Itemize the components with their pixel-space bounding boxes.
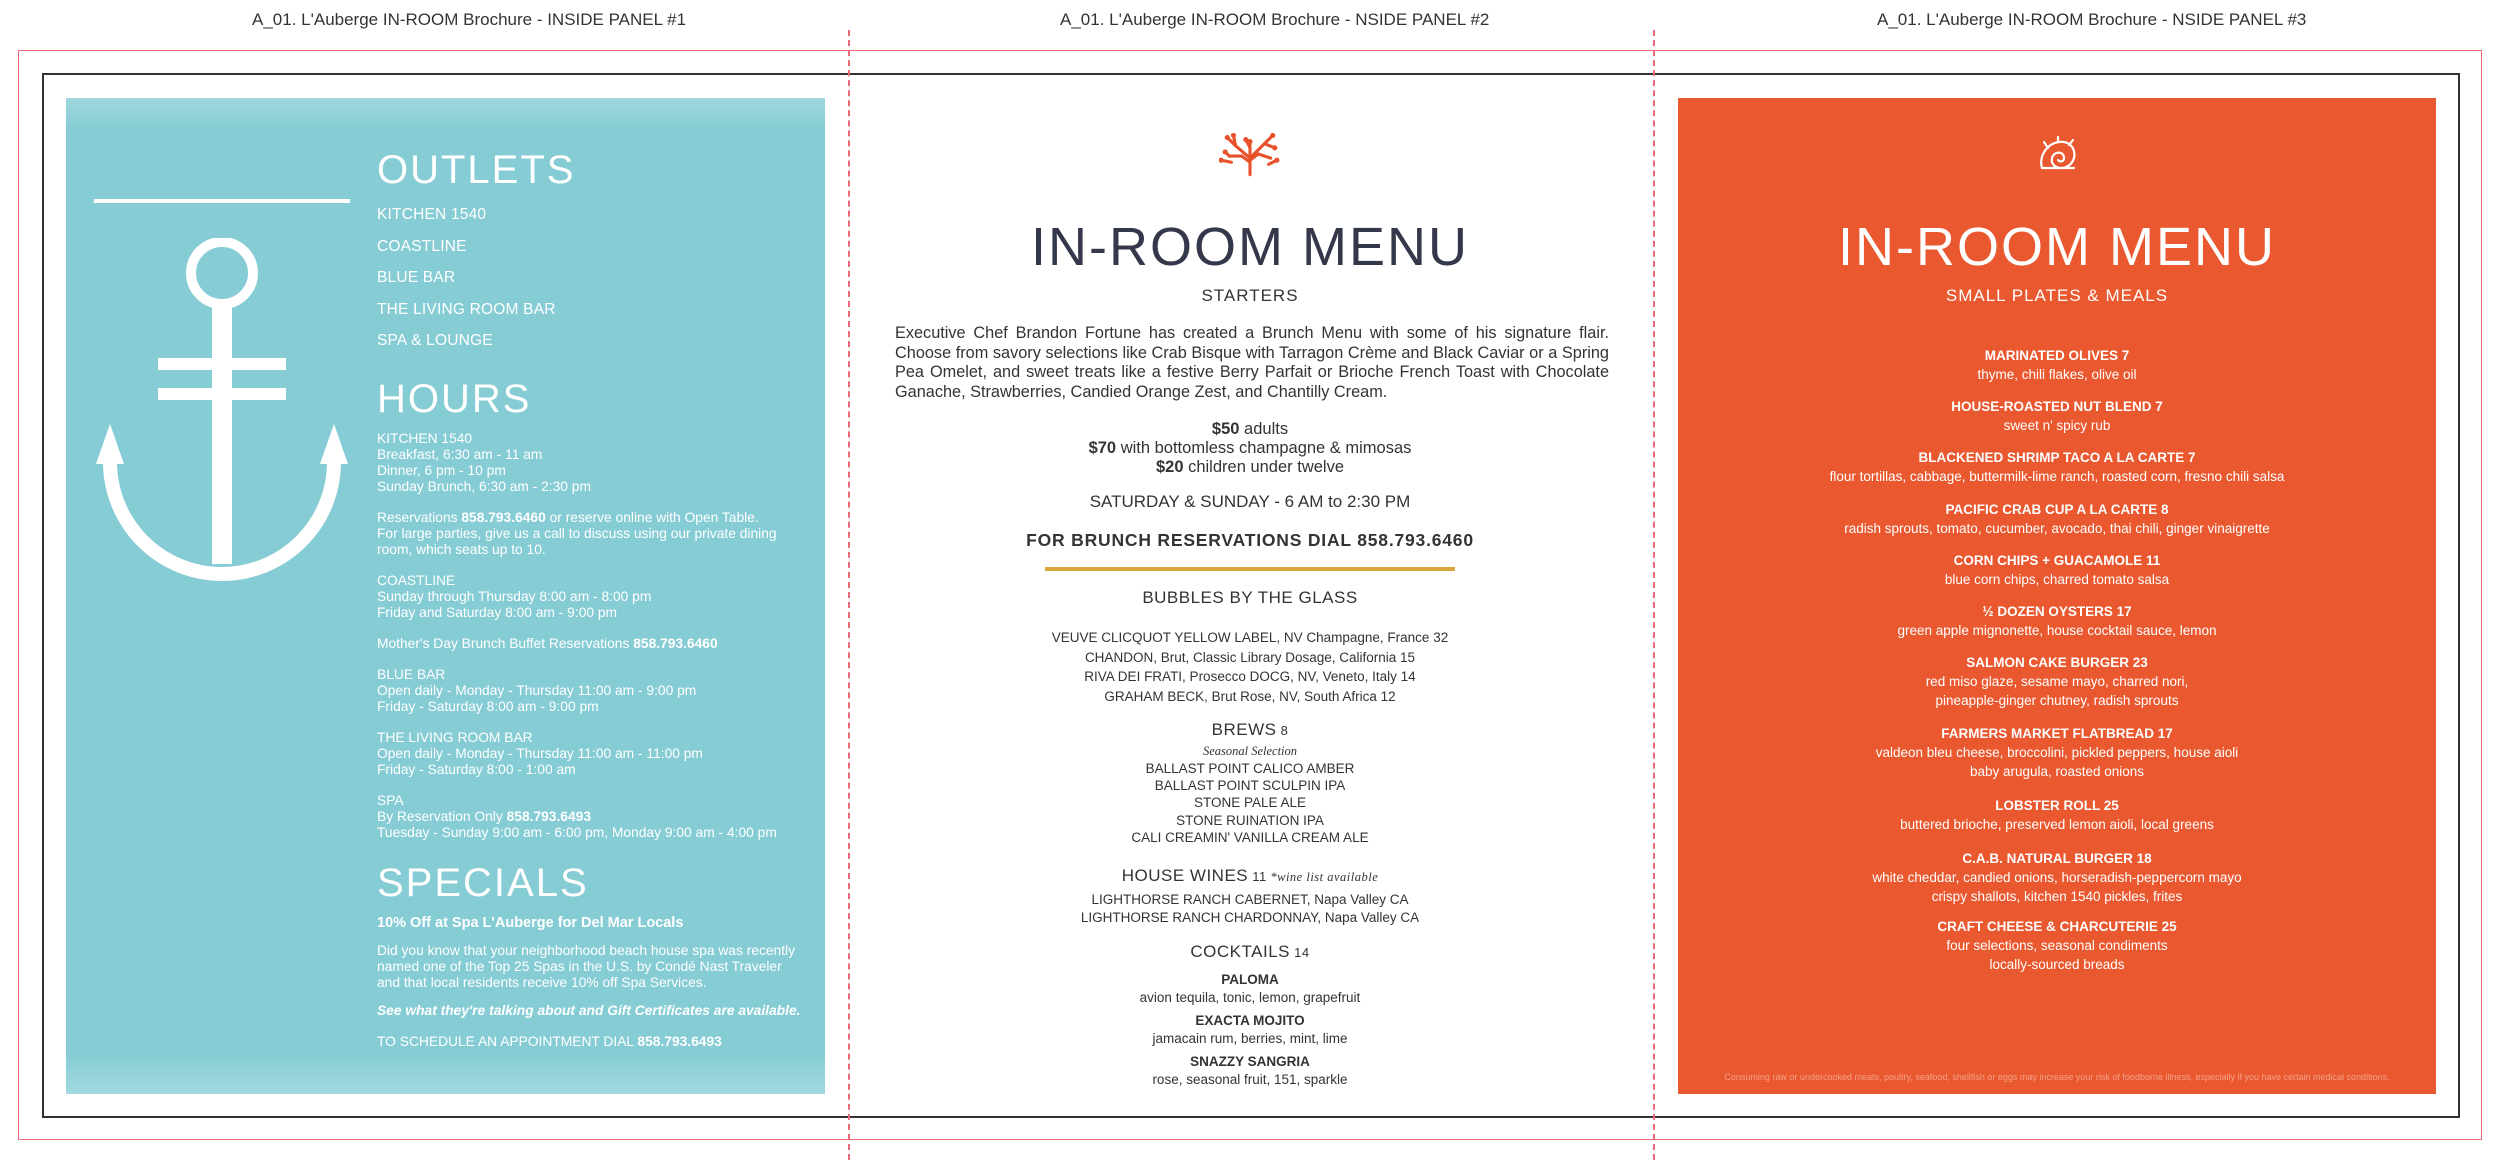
shell-icon: [2036, 136, 2080, 176]
menu-item: PACIFIC CRAB CUP A LA CARTE 8 radish sprouts, tomato, cucumber, avocado, thai chili, ginger vinaigrette: [1844, 502, 2270, 536]
menu-item: CRAFT CHEESE & CHARCUTERIE 25 four selections, seasonal condiments locally-sourced breads: [1937, 919, 2177, 972]
wines-title: HOUSE WINES 11 *wine list available: [1121, 866, 1379, 885]
list-item: PALOMA avion tequila, tonic, lemon, grapefruit: [1139, 972, 1361, 1005]
cocktails-title: COCKTAILS 14: [1190, 942, 1310, 961]
fold-line-2: [1653, 30, 1655, 1160]
cocktails-list: [850, 971, 1650, 1088]
menu-item: C.A.B. NATURAL BURGER 18 white cheddar, candied onions, horseradish-peppercorn mayo crispy shallots, kitchen 1540 pickles, frites: [1872, 851, 2242, 904]
panel-3: [1678, 98, 2436, 1094]
menu-title: IN-ROOM MENU: [1031, 217, 1469, 277]
anchor-rule: [94, 199, 350, 203]
list-item: STONE RUINATION IPA: [1176, 812, 1324, 828]
hours-spa: SPA By Reservation Only 858.793.6493 Tuesday - Sunday 9:00 am - 6:00 pm, Monday 9:00 am - 4:00 pm: [377, 792, 777, 840]
hours-mothers-day: Mother's Day Brunch Buffet Reservations 858.793.6460: [377, 635, 718, 651]
outlet-item: SPA & LOUNGE: [377, 332, 493, 349]
hours-coastline: COASTLINE Sunday through Thursday 8:00 am - 8:00 pm Friday and Saturday 8:00 am - 9:00 pm: [377, 572, 652, 620]
menu-item: CORN CHIPS + GUACAMOLE 11 blue corn chips, charred tomato salsa: [1944, 553, 2170, 587]
menu-item: BLACKENED SHRIMP TACO A LA CARTE 7 flour tortillas, cabbage, buttermilk-lime ranch, roasted corn, fresno chili salsa: [1829, 450, 2285, 484]
panel-1-label: A_01. L'Auberge IN-ROOM Brochure - INSIDE PANEL #1: [252, 10, 687, 29]
panel-2: [850, 98, 1650, 1094]
brunch-intro: Executive Chef Brandon Fortune has created a Brunch Menu with some of his signature flair. Choose from savory selections like Crab Bisque with Tarragon Crème and Black Caviar or a Spring Pea Omelet, and sweet treats like a festive Berry Parfait or Brioche French Toast with Chocolate Ganache, Strawberries, Candied Orange Zest, and Chantilly Cream.: [895, 324, 1609, 401]
list-item: LIGHTHORSE RANCH CABERNET, Napa Valley CA: [1091, 892, 1409, 907]
gold-divider: [1045, 567, 1455, 571]
food-safety-disclaimer: Consuming raw or undercooked meats, poultry, seafood, shellfish or eggs may increase your risk of foodborne illness, especially if you have certain medical conditions.: [1724, 1072, 2390, 1082]
list-item: STONE PALE ALE: [1193, 795, 1307, 811]
anchor-icon: [94, 238, 350, 598]
specials-title: SPECIALS: [377, 860, 589, 905]
list-item: EXACTA MOJITO jamacain rum, berries, mint, lime: [1152, 1013, 1348, 1046]
menu-title: IN-ROOM MENU: [1838, 217, 2276, 277]
hours-kitchen: KITCHEN 1540 Breakfast, 6:30 am - 11 am Dinner, 6 pm - 10 pm Sunday Brunch, 6:30 am - 2:30 pm: [377, 430, 591, 494]
hours-title: HOURS: [377, 376, 532, 421]
brunch-days: SATURDAY & SUNDAY - 6 AM to 2:30 PM: [1089, 492, 1411, 511]
wines-list: [850, 891, 1650, 926]
outlet-item: KITCHEN 1540: [377, 206, 487, 223]
list-item: BALLAST POINT CALICO AMBER: [1145, 761, 1355, 776]
menu-item: LOBSTER ROLL 25 buttered brioche, preserved lemon aioli, local greens: [1900, 798, 2214, 832]
brews-note: Seasonal Selection: [1202, 744, 1298, 758]
bubbles-list: [850, 628, 1650, 706]
list-item: RIVA DEI FRATI, Prosecco DOCG, NV, Veneto, Italy 14: [1084, 669, 1416, 684]
hours-reservations: Reservations 858.793.6460 or reserve online with Open Table. For large parties, give us a call to discuss using our private dining room, which seats up to 10.: [377, 509, 777, 557]
menu-item: SALMON CAKE BURGER 23 red miso glaze, sesame mayo, charred nori, pineapple-ginger chutney, radish sprouts: [1925, 655, 2189, 708]
panel-3-label: A_01. L'Auberge IN-ROOM Brochure - NSIDE PANEL #3: [1877, 10, 2307, 29]
brunch-prices: $50 adults $70 with bottomless champagne & mimosas $20 children under twelve: [1088, 420, 1412, 476]
menu-item: HOUSE-ROASTED NUT BLEND 7 sweet n' spicy rub: [1951, 399, 2163, 433]
menu-item: FARMERS MARKET FLATBREAD 17 valdeon bleu cheese, broccolini, pickled peppers, house aioli baby arugula, roasted onions: [1875, 726, 2239, 779]
outlets-title: OUTLETS: [377, 148, 576, 192]
outlet-item: BLUE BAR: [377, 269, 456, 286]
panel-1-content: [377, 150, 807, 1050]
hours-living-room: THE LIVING ROOM BAR Open daily - Monday - Thursday 11:00 am - 11:00 pm Friday - Saturday 8:00 - 1:00 am: [377, 729, 703, 777]
panel-1: [66, 98, 825, 1094]
menu-item: ½ DOZEN OYSTERS 17 green apple mignonette, house cocktail sauce, lemon: [1897, 604, 2217, 638]
specials-headline: 10% Off at Spa L'Auberge for Del Mar Locals: [377, 914, 684, 931]
coral-icon: [1219, 131, 1281, 177]
list-item: GRAHAM BECK, Brut Rose, NV, South Africa 12: [1104, 688, 1396, 704]
menu-subtitle: STARTERS: [1201, 286, 1299, 305]
panel-2-label: A_01. L'Auberge IN-ROOM Brochure - NSIDE PANEL #2: [1060, 10, 1490, 29]
list-item: CALI CREAMIN' VANILLA CREAM ALE: [1131, 829, 1369, 845]
watercolor-wash-bottom: [66, 1054, 825, 1094]
watercolor-wash-top: [66, 98, 825, 128]
specials-gift-note: See what they're talking about and Gift Certificates are available.: [377, 1002, 801, 1018]
bubbles-title: BUBBLES BY THE GLASS: [1142, 588, 1358, 607]
menu-item: MARINATED OLIVES 7 thyme, chili flakes, olive oil: [1977, 348, 2137, 382]
brews-title: BREWS 8: [1211, 720, 1289, 739]
list-item: SNAZZY SANGRIA rose, seasonal fruit, 151, sparkle: [1152, 1054, 1348, 1087]
specials-appointment: TO SCHEDULE AN APPOINTMENT DIAL 858.793.6493: [377, 1033, 722, 1049]
brunch-dial: FOR BRUNCH RESERVATIONS DIAL 858.793.6460: [1026, 530, 1474, 550]
list-item: CHANDON, Brut, Classic Library Dosage, California 15: [1084, 649, 1416, 665]
menu-subtitle: SMALL PLATES & MEALS: [1945, 286, 2169, 305]
brews-list: [850, 760, 1650, 846]
list-item: BALLAST POINT SCULPIN IPA: [1154, 778, 1346, 794]
specials-body: Did you know that your neighborhood beach house spa was recently named one of the Top 25 Spas in the U.S. by Condé Nast Traveler and that local residents receive 10% off Spa Services.: [377, 942, 796, 990]
hours-blue-bar: BLUE BAR Open daily - Monday - Thursday 11:00 am - 9:00 pm Friday - Saturday 8:00 am - 9:00 pm: [377, 666, 697, 714]
list-item: VEUVE CLICQUOT YELLOW LABEL, NV Champagne, France 32: [1051, 630, 1449, 645]
outlet-item: THE LIVING ROOM BAR: [377, 300, 556, 318]
list-item: LIGHTHORSE RANCH CHARDONNAY, Napa Valley CA: [1080, 909, 1420, 925]
outlet-item: COASTLINE: [377, 237, 467, 255]
